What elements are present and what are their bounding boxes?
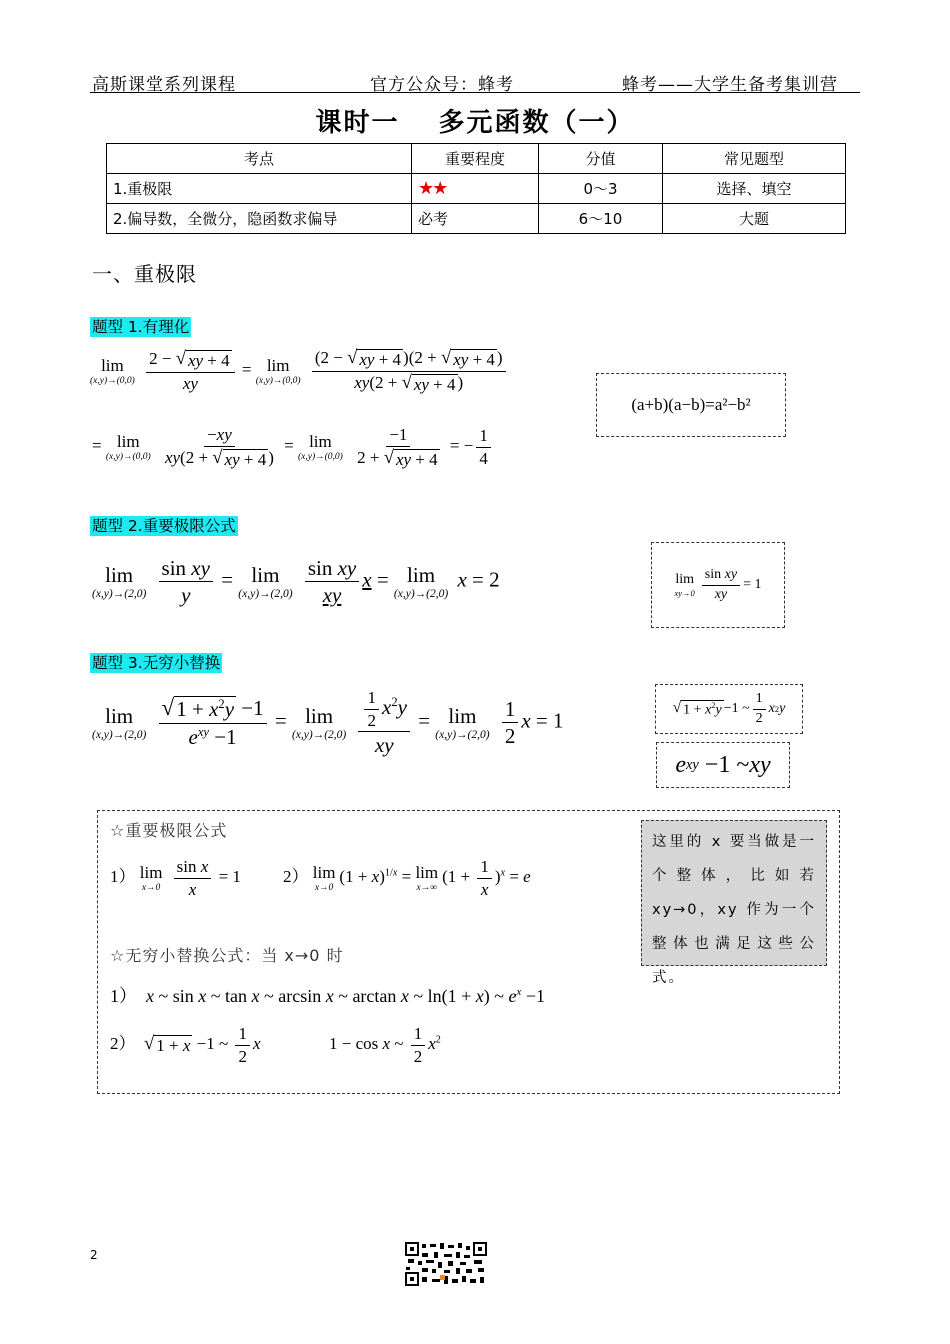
item-number: 2） (110, 1033, 136, 1053)
type3-hint-box-2: e xy −1 ~ xy (656, 742, 790, 788)
table-header: 考点 (107, 144, 412, 174)
section-heading: 一、重极限 (92, 262, 197, 286)
type3-equation: lim (x,y)→(2,0) √ $1 + x^2y$ −1 $e^{xy} -1$ = lim (x,y)→(2,0) $\frac{1}{2}$ $x^2y$ xy = lim (x,y)→(2,0) $\frac{1}{2}$ x = 1 (92, 688, 564, 758)
type1-hint-box (596, 373, 786, 437)
table-cell: 1.重极限 (107, 174, 412, 204)
header-left: 高斯课堂系列课程 (92, 75, 236, 95)
topic-table (106, 143, 846, 234)
important-limit-2: 2） lim x→0 $(1 + x)^{1/x}$ = lim x→∞ (1 + $\frac{1}{x}$ )$^x$ = e (283, 857, 531, 899)
type3-tag-label: 题型 3.无穷小替换 (92, 654, 221, 672)
table-cell: 6～10 (539, 204, 663, 234)
header-right: 蜂考——大学生备考集训营 (622, 75, 838, 95)
table-cell: 大题 (663, 204, 846, 234)
table-header-row (107, 144, 846, 174)
table-header: 重要程度 (412, 144, 539, 174)
type1-hint: (a+b)(a−b)=a²−b² (631, 395, 751, 414)
equivalent-infinitesimals-1: 1） x ~ sin x ~ tan x ~ arcsin x ~ arctan x ~ ln(1 + x) ~ $e^x -1$ (110, 986, 545, 1006)
page-title: 课时一 多元函数（一） (315, 108, 635, 138)
type2-tag-label: 题型 2.重要极限公式 (92, 517, 236, 535)
type2-hint-box: lim xy→0 $\frac{\text{sin xy}}{xy}$ = 1 (651, 542, 785, 628)
importance-stars: ★★ (412, 174, 539, 204)
type1-equation-line2: = lim (x,y)→(0,0) −xy xy(2 + √ xy + 4 ) = lim (x,y)→(0,0) −1 2 + √ xy + 4 = − $\frac{1}{4}$ (92, 425, 494, 469)
item-number: 2） (283, 866, 309, 886)
table-header: 常见题型 (663, 144, 846, 174)
important-limit-1: 1） lim x→0 $\frac{\text{sin x}}{x}$ = 1 (110, 857, 241, 899)
table-header: 分值 (539, 144, 663, 174)
table-row (107, 174, 846, 204)
type2-tag (90, 514, 238, 536)
item-number: 1） (110, 986, 137, 1006)
qr-code-icon (404, 1241, 488, 1287)
table-cell: 2.偏导数，全微分，隐函数求偏导 (107, 204, 412, 234)
type3-tag (90, 651, 222, 673)
page-number: 2 (90, 1248, 98, 1262)
table-cell: 必考 (412, 204, 539, 234)
table-row (107, 204, 846, 234)
table-cell: 0～3 (539, 174, 663, 204)
type1-equation-line1: lim (x,y)→(0,0) 2 − √ xy + 4 xy = lim (x,y)→(0,0) (2 − √ xy + 4 )(2 + √ xy + 4 ) xy(2 + √ xy + 4 ) (90, 348, 509, 394)
type2-equation: lim (x,y)→(2,0) $\frac{\text{sin xy}}{y}$ = lim (x,y)→(2,0) $\frac{\text{sin xy}}{xy}$ x = lim (x,y)→(2,0) x = 2 (92, 556, 500, 608)
equivalent-infinitesimals-2: 2） √ 1 + x −1 ~ $\frac{1}{2}$ x 1 − cos x ~ $\frac{1}{2}$ $x^2$ (110, 1024, 441, 1066)
type1-tag-label: 题型 1.有理化 (92, 318, 190, 336)
summary-title-equivalents: ☆无穷小替换公式：当 x→0 时 (110, 946, 344, 965)
table-cell: 选择、填空 (663, 174, 846, 204)
summary-title-limits: ☆重要极限公式 (110, 821, 228, 840)
header-center: 官方公众号：蜂考 (370, 75, 514, 95)
item-number: 1） (110, 866, 136, 886)
header-divider (90, 92, 860, 93)
type1-tag (90, 315, 191, 337)
note-box: 这里的 x 要当做是一个整体，比如若 xy→0，xy 作为一个整体也满足这些公式。 (641, 820, 827, 966)
type3-hint-box-1: √ $1 + x^2y$ −1 ~ $\frac{1}{2}$ x 2 y (655, 684, 803, 734)
